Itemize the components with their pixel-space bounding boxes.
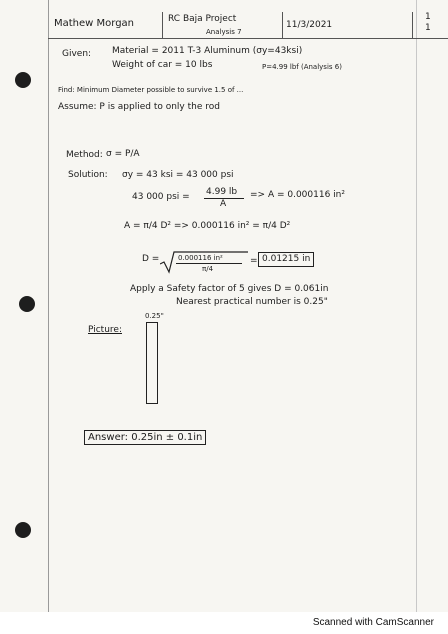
page-number: 1	[425, 12, 431, 22]
diameter-result-box: 0.01215 in	[258, 252, 314, 267]
header-divider	[282, 12, 283, 38]
binder-hole	[15, 522, 31, 538]
solution-line-1: σy = 43 ksi = 43 000 psi	[122, 170, 234, 180]
given-label: Given:	[62, 49, 92, 59]
solution-line-2-right: => A = 0.000116 in²	[250, 190, 345, 200]
rod-dimension: 0.25"	[145, 312, 164, 320]
date: 11/3/2021	[286, 20, 333, 30]
solution-line-4-numerator: 0.000116 in²	[178, 254, 223, 262]
scanner-watermark: Scanned with CamScanner	[312, 617, 434, 628]
scanner-footer	[0, 612, 448, 634]
author-name: Mathew Morgan	[54, 18, 135, 29]
solution-line-3: A = π/4 D² => 0.000116 in² = π/4 D²	[124, 221, 291, 231]
page-total: 1	[425, 23, 431, 33]
assume-statement: Assume: P is applied to only the rod	[58, 102, 220, 112]
solution-line-4-left: D =	[142, 254, 160, 264]
given-material: Material = 2011 T-3 Aluminum (σy=43ksi)	[112, 46, 303, 56]
solution-line-2-left: 43 000 psi =	[132, 192, 190, 202]
notebook-page: Mathew Morgan RC Baja Project Analysis 7 11/3/2021 1 1 Given: Material = 2011 T-3 Aluminum (σy=43ksi) Weight of car = 10 lbs P=4.99 lbf (Analysis 6) Find: Minimum Diameter possible to survive 1.5 of ... Assume: P is applied to only the rod Method: σ = P/A Solution: σy = 43 ksi = 43 000 psi 43 000 psi = 4.99 lb A => A = 0.000116 in² A = π/4 D² => 0.000116 in² = π/4 D² D = 0.000116 in² π/4 = 0.01215 in Apply a Safety factor of 5 gives D = 0.061in Nearest practical number is 0.25" Picture: 0.25" Answer: 0.25in ± 0.1in	[0, 0, 448, 612]
header-divider	[162, 12, 163, 38]
safety-factor-note: Apply a Safety factor of 5 gives D = 0.061in	[130, 284, 329, 294]
header-divider	[412, 12, 413, 38]
method-label: Method:	[66, 150, 103, 160]
header-rule	[48, 38, 448, 39]
given-force: P=4.99 lbf (Analysis 6)	[262, 63, 342, 71]
rod-sketch	[146, 322, 158, 404]
answer-box: Answer: 0.25in ± 0.1in	[84, 430, 206, 445]
margin-line	[48, 0, 49, 612]
method-formula: σ = P/A	[106, 149, 140, 159]
given-weight: Weight of car = 10 lbs	[112, 60, 213, 70]
practical-size-note: Nearest practical number is 0.25"	[176, 297, 328, 307]
solution-line-2-numerator: 4.99 lb	[206, 187, 238, 197]
solution-line-4-denominator: π/4	[202, 265, 214, 273]
find-statement: Find: Minimum Diameter possible to survive 1.5 of ...	[58, 86, 244, 94]
solution-label: Solution:	[68, 170, 108, 180]
project-title: RC Baja Project	[168, 14, 237, 24]
binder-hole	[19, 296, 35, 312]
binder-hole	[15, 72, 31, 88]
solution-line-2-denominator: A	[220, 199, 227, 209]
analysis-number: Analysis 7	[206, 28, 242, 36]
right-rule	[416, 0, 417, 612]
picture-label: Picture:	[88, 325, 122, 335]
